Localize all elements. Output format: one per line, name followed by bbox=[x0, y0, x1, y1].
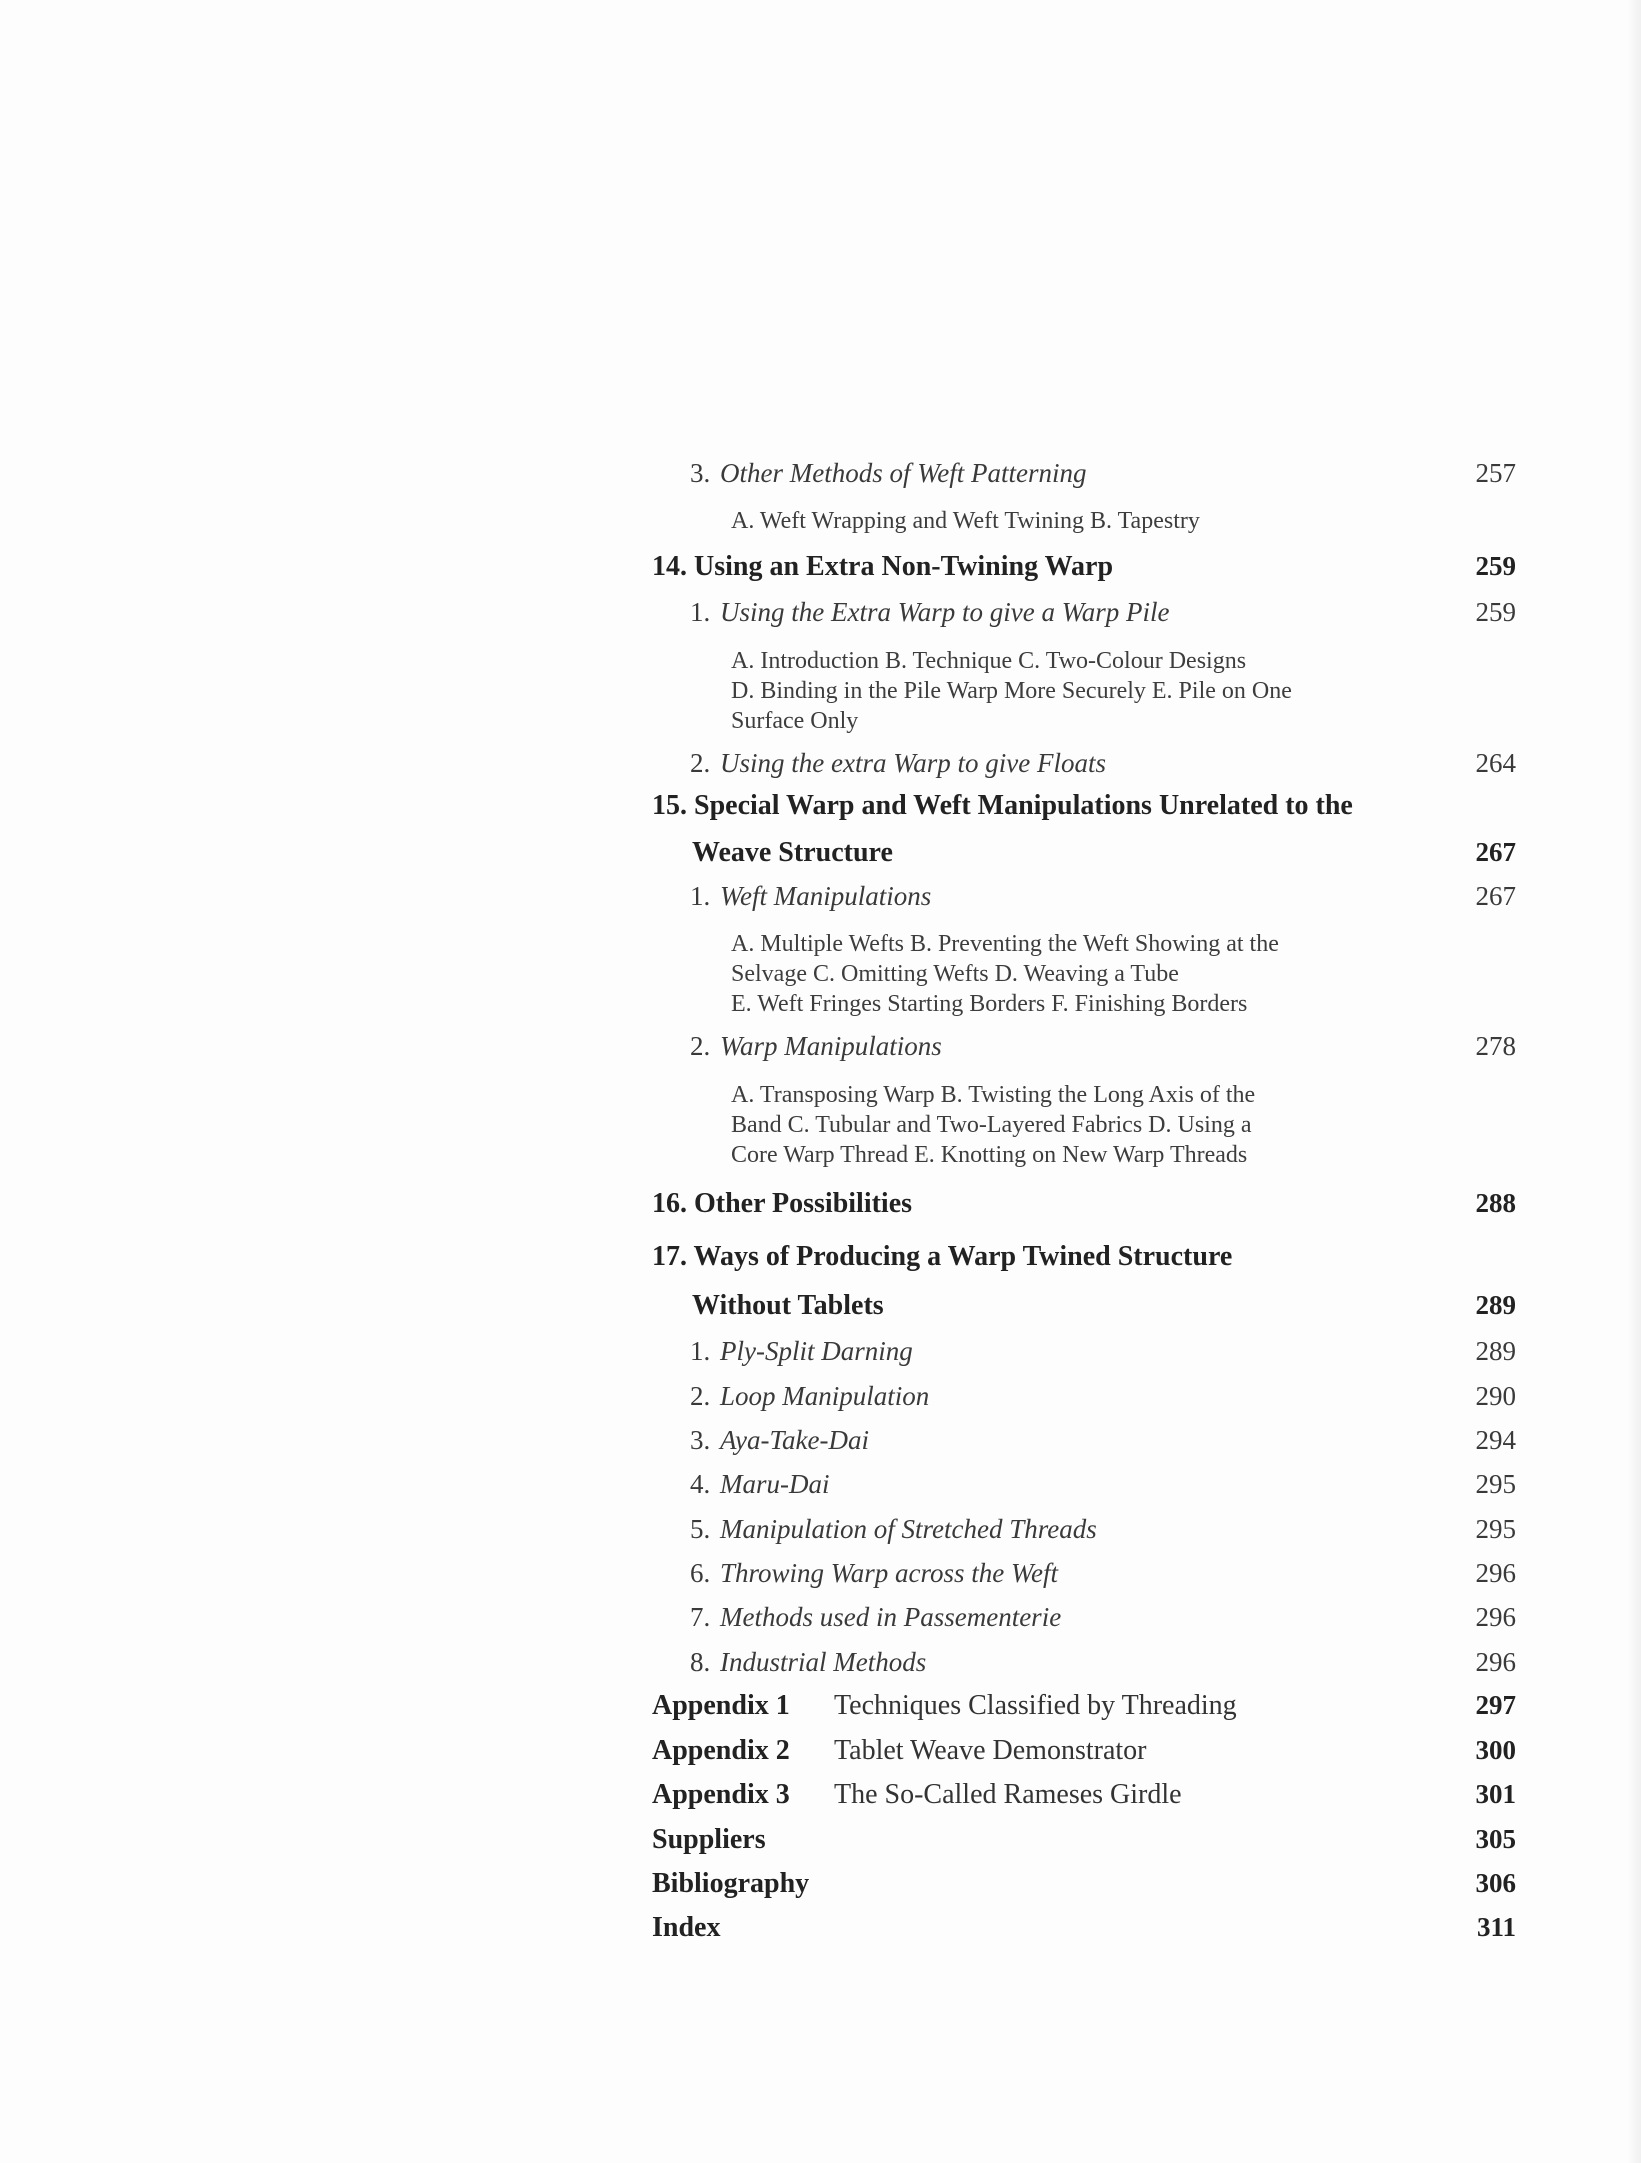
entry-title: Loop Manipulation bbox=[720, 1381, 930, 1411]
subsection-line: A. Transposing Warp B. Twisting the Long Axis of the bbox=[731, 1082, 1256, 1108]
entry-title: Warp Manipulations bbox=[720, 1031, 942, 1061]
entry-page: 294 bbox=[1475, 1425, 1516, 1455]
entry-title: Weft Manipulations bbox=[720, 881, 932, 911]
chapter-title: 14. Using an Extra Non-Twining Warp bbox=[652, 551, 1114, 582]
entry-subsections bbox=[731, 646, 1361, 736]
entry-page: 267 bbox=[1475, 881, 1516, 911]
back-matter-title: Suppliers bbox=[652, 1824, 766, 1855]
chapter-page: 289 bbox=[1475, 1290, 1516, 1320]
entry-page: 295 bbox=[1475, 1514, 1516, 1544]
chapter-page: 259 bbox=[1475, 551, 1516, 581]
subsection-line: E. Weft Fringes Starting Borders F. Finishing Borders bbox=[731, 991, 1248, 1017]
entry-number: 3. bbox=[690, 1425, 711, 1455]
entry-page: 289 bbox=[1475, 1336, 1516, 1366]
entry-title: Manipulation of Stretched Threads bbox=[720, 1514, 1097, 1544]
entry-title: Maru-Dai bbox=[720, 1469, 830, 1499]
entry-number: 2. bbox=[690, 1381, 711, 1411]
entry-number: 8. bbox=[690, 1647, 711, 1677]
entry-title: Using the Extra Warp to give a Warp Pile bbox=[720, 597, 1170, 627]
entry-page: 264 bbox=[1475, 748, 1516, 778]
entry-page: 296 bbox=[1475, 1647, 1516, 1677]
entry-number: 1. bbox=[690, 1336, 711, 1366]
entry-title: Throwing Warp across the Weft bbox=[720, 1558, 1059, 1588]
chapter-title: 17. Ways of Producing a Warp Twined Structure bbox=[652, 1241, 1233, 1272]
subsection-line: Surface Only bbox=[731, 708, 859, 734]
subsection-line: A. Weft Wrapping and Weft Twining B. Tapestry bbox=[731, 508, 1200, 534]
entry-subsections bbox=[731, 506, 1361, 536]
entry-page: 257 bbox=[1475, 458, 1516, 488]
entry-title: Aya-Take-Dai bbox=[720, 1425, 869, 1455]
appendix-title: Techniques Classified by Threading bbox=[834, 1690, 1237, 1721]
appendix-title: The So-Called Rameses Girdle bbox=[834, 1779, 1182, 1810]
chapter-title-continued: Without Tablets bbox=[692, 1290, 884, 1321]
entry-number: 7. bbox=[690, 1602, 711, 1632]
entry-subsections bbox=[731, 1080, 1361, 1170]
chapter-title: 15. Special Warp and Weft Manipulations Unrelated to the bbox=[652, 790, 1353, 821]
appendix-label: Appendix 1 bbox=[652, 1690, 790, 1721]
subsection-line: A. Introduction B. Technique C. Two-Colour Designs bbox=[731, 648, 1247, 674]
entry-title: Methods used in Passementerie bbox=[720, 1602, 1062, 1632]
entry-title: Ply-Split Darning bbox=[720, 1336, 913, 1366]
entry-page: 296 bbox=[1475, 1558, 1516, 1588]
subsection-line: Band C. Tubular and Two-Layered Fabrics D. Using a bbox=[731, 1112, 1252, 1138]
appendix-page: 301 bbox=[1475, 1779, 1516, 1809]
appendix-page: 297 bbox=[1475, 1690, 1516, 1720]
entry-title: Industrial Methods bbox=[720, 1647, 927, 1677]
entry-page: 278 bbox=[1475, 1031, 1516, 1061]
chapter-title: 16. Other Possibilities bbox=[652, 1188, 913, 1219]
entry-title: Using the extra Warp to give Floats bbox=[720, 748, 1106, 778]
appendix-title: Tablet Weave Demonstrator bbox=[834, 1735, 1147, 1766]
subsection-line: A. Multiple Wefts B. Preventing the Weft Showing at the bbox=[731, 931, 1279, 957]
entry-page: 259 bbox=[1475, 597, 1516, 627]
appendix-page: 300 bbox=[1475, 1735, 1516, 1765]
entry-number: 6. bbox=[690, 1558, 711, 1588]
back-matter-title: Bibliography bbox=[652, 1868, 810, 1899]
subsection-line: Selvage C. Omitting Wefts D. Weaving a Tube bbox=[731, 961, 1179, 987]
chapter-page: 288 bbox=[1475, 1188, 1516, 1218]
entry-title: Other Methods of Weft Patterning bbox=[720, 458, 1087, 488]
back-matter-page: 306 bbox=[1475, 1868, 1516, 1898]
back-matter-title: Index bbox=[652, 1912, 721, 1943]
entry-page: 296 bbox=[1475, 1602, 1516, 1632]
appendix-label: Appendix 3 bbox=[652, 1779, 790, 1810]
back-matter-page: 305 bbox=[1475, 1824, 1516, 1854]
entry-number: 1. bbox=[690, 881, 711, 911]
chapter-title-continued: Weave Structure bbox=[692, 837, 893, 868]
entry-number: 2. bbox=[690, 1031, 711, 1061]
subsection-line: D. Binding in the Pile Warp More Securely E. Pile on One bbox=[731, 678, 1292, 704]
entry-number: 2. bbox=[690, 748, 711, 778]
subsection-line: Core Warp Thread E. Knotting on New Warp Threads bbox=[731, 1142, 1248, 1168]
entry-page: 290 bbox=[1475, 1381, 1516, 1411]
entry-subsections bbox=[731, 929, 1361, 1019]
entry-number: 4. bbox=[690, 1469, 711, 1499]
entry-page: 295 bbox=[1475, 1469, 1516, 1499]
appendix-label: Appendix 2 bbox=[652, 1735, 790, 1766]
entry-number: 1. bbox=[690, 597, 711, 627]
back-matter-page: 311 bbox=[1476, 1912, 1516, 1942]
chapter-page: 267 bbox=[1475, 837, 1516, 867]
page-edge-shadow bbox=[1627, 0, 1641, 2163]
entry-number: 5. bbox=[690, 1514, 711, 1544]
entry-number: 3. bbox=[690, 458, 711, 488]
